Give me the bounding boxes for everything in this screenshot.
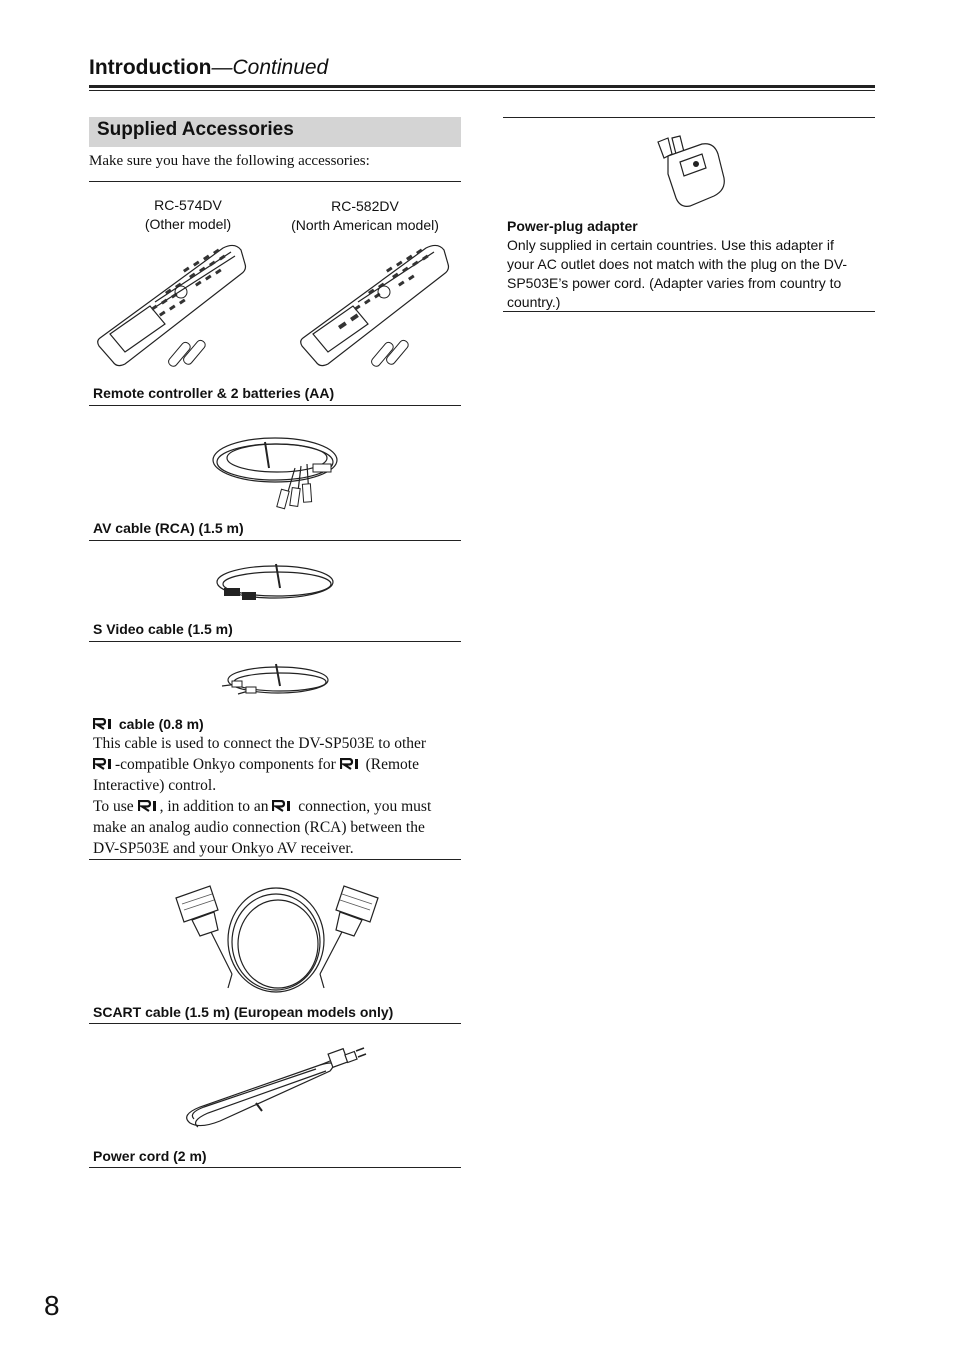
ri-logo-icon <box>93 718 115 730</box>
power-plug-adapter-illustration <box>650 134 730 210</box>
section-title: Supplied Accessories <box>97 119 294 140</box>
page-number: 8 <box>44 1290 60 1321</box>
divider <box>89 859 461 860</box>
power-cord-caption: Power cord (2 m) <box>93 1148 207 1164</box>
s-video-cable-illustration <box>210 558 340 614</box>
ri-logo-icon <box>93 758 115 770</box>
page-title-continued: —Continued <box>211 56 329 79</box>
header-rule-thin <box>89 90 875 91</box>
remote-controller-1-illustration <box>95 240 255 370</box>
adapter-caption: Power-plug adapter <box>507 218 638 234</box>
power-cord-illustration <box>180 1045 370 1135</box>
divider <box>503 117 875 118</box>
s-video-caption: S Video cable (1.5 m) <box>93 621 233 637</box>
scart-cable-illustration <box>170 880 385 1000</box>
adapter-description: Power-plug adapter Only supplied in certain countries. Use this adapter if your AC outlet does not match with the plug on the DV- SP503E’s power cord. (Adapter varies from country to country.) <box>507 217 875 312</box>
av-cable-caption: AV cable (RCA) (1.5 m) <box>93 520 244 536</box>
remote-caption: Remote controller & 2 batteries (AA) <box>93 385 335 401</box>
divider <box>89 181 461 182</box>
intro-text: Make sure you have the following accessories: <box>89 153 370 169</box>
divider <box>89 641 461 642</box>
divider <box>503 311 875 312</box>
header-rule <box>89 85 875 88</box>
page-title: Introduction—Continued <box>89 56 329 79</box>
av-cable-illustration <box>205 420 345 515</box>
ri-cable-description: This cable is used to connect the DV-SP503E to other -compatible Onkyo components for (Remote Interactive) control. To use , in addition to an connection, you must make an analog audio connection (RCA) between the DV-SP503E and your Onkyo AV receiver. <box>93 735 432 857</box>
divider <box>89 1023 461 1024</box>
ri-logo-icon <box>340 758 362 770</box>
remote-model-1: RC-574DV (Other model) <box>144 197 232 232</box>
ri-cable-illustration <box>218 660 333 702</box>
ri-logo-icon <box>138 800 160 812</box>
divider <box>89 540 461 541</box>
ri-logo-icon <box>272 800 294 812</box>
divider <box>89 405 461 406</box>
divider <box>89 1167 461 1168</box>
scart-caption: SCART cable (1.5 m) (European models only) <box>93 1004 394 1020</box>
remote-controller-2-illustration <box>298 240 458 370</box>
remote-model-2: RC-582DV (North American model) <box>291 198 439 233</box>
ri-cable-caption: cable (0.8 m) <box>93 716 204 732</box>
